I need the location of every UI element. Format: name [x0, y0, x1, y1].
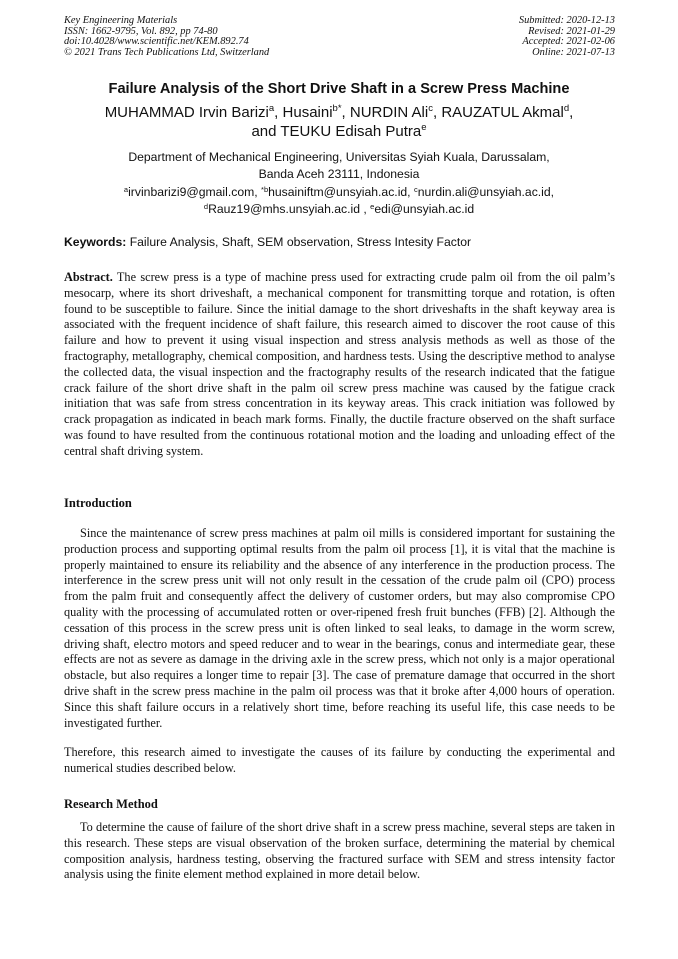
- keywords-label: Keywords:: [64, 235, 127, 249]
- author-name: MUHAMMAD Irvin Barizi: [104, 104, 269, 121]
- submission-dates: [519, 16, 615, 58]
- author-affil-mark: e: [421, 122, 427, 133]
- author-affil-mark: c: [428, 103, 433, 114]
- section-heading-research-method: Research Method: [64, 797, 158, 811]
- email-link[interactable]: edi@unsyiah.ac.id: [374, 201, 475, 216]
- journal-issn: ISSN: 1662-9795, Vol. 892, pp 74-80: [64, 25, 218, 37]
- affiliation: [64, 149, 614, 182]
- author-affil-mark: a: [268, 103, 275, 114]
- introduction-paragraph: Therefore, this research aimed to investigate the causes of its failure by conducting the experimental and numerical studies described below.: [64, 745, 615, 775]
- abstract: [64, 270, 615, 460]
- research-method-paragraph: To determine the cause of failure of the short drive shaft in a screw press machine, several steps are taken in this research. These steps are visual observation of the broken surface, determining the material by chemical composition analysis, hardness testing, observing the fractured surface with SEM and stress intensity factor analysis using the finite element method explained in more detail below.: [64, 820, 615, 882]
- author-name: RAUZATUL Akmal: [441, 104, 564, 121]
- section-heading-introduction: Introduction: [64, 496, 132, 510]
- journal-doi: doi:10.4028/www.scientific.net/KEM.892.74: [64, 36, 249, 48]
- affiliation-line: Banda Aceh 23111, Indonesia: [258, 166, 420, 181]
- abstract-text: The screw press is a type of machine press used for extracting crude palm oil from the oil palm’s mesocarp, where its short driveshaft, a mechanical component for transmitting torque and rotation, is often found to be susceptible to failure. Since the initial damage to the short driveshafts in the shaft keyway area is associated with the frequent incidence of shaft failure, this research aimed to discover the root cause of this failure and how to prevent it using visual inspection and stress analysis methods as well as those of the fractography, metallography, chemical composition, and hardness tests. Using the descriptive method to analyse the collected data, the visual inspection and the fractography results of the research indicated that the fatigue crack failure of the short drive shaft in the palm oil screw press machine was caused by the fatigue crack initiation that was safe from stress concentration in its keyway areas. This crack initiation was followed by crack propagation as indicated in beach mark forms. Finally, the ductile fracture observed on the shaft surface was found to have resulted from the continuous rotational motion and the loading and unloading effect of the central shaft driving system.: [64, 270, 615, 458]
- journal-info: [64, 16, 269, 58]
- author-affil-mark: d: [563, 103, 570, 114]
- journal-name: Key Engineering Materials: [64, 15, 178, 26]
- abstract-label: Abstract.: [64, 270, 113, 284]
- keywords: [64, 234, 616, 250]
- author-emails: $^a$irvinbarizi9@gmail.com, $^{*b}$husainiftm@unsyiah.ac.id, $^c$nurdin.ali@unsyiah.ac.id, $^d$Rauz19@mhs.unsyiah.ac.id , $^e$edi@unsyiah.ac.id: [123, 185, 555, 216]
- author-name: NURDIN Ali: [349, 104, 429, 121]
- affiliation-line: Department of Mechanical Engineering, Universitas Syiah Kuala, Darussalam,: [128, 150, 550, 164]
- author-list: MUHAMMAD Irvin Barizi$^a$, Husaini$^{b*}$, NURDIN Ali$^c$, RAUZATUL Akmal$^d$, and TEUKU Edisah Putra$^e$: [104, 103, 574, 140]
- author-name: and TEUKU Edisah Putra: [251, 123, 422, 140]
- keywords-text: Failure Analysis, Shaft, SEM observation, Stress Intesity Factor: [126, 235, 472, 249]
- introduction-paragraph: Since the maintenance of screw press machines at palm oil mills is considered important for sustaining the production process and supporting optimal results from the palm oil process [1], it is vital that the machine is properly maintained to ensure its reliability and the absence of any interference in the production process. The interference in the screw press unit will not only result in the cessation of the crude palm oil (CPO) process from the palm fruit and consequently affect the delivery of customer orders, but may also compromise CPO quality with the processing of accumulated rotten or over-ripened fresh fruit bunches (FFB) [2]. Although the cessation of this process in the screw press unit is often linked to seal leaks, to damage in the worm screw, driving shaft, electro motors and speed reducer and to wear in the bearings, conus and intermediate gear, these effects are not as severe as damage in the driving axle in the screw press, which not only is a major operational obstacle, but also requires a longer time to repair [3]. The case of premature damage that occurred in the short drive shaft in the screw press machine in the palm oil process was that it broke after 4,000 hours of operation. Since this shaft failure occurs in a relatively short time, before reaching its useful life, this case needs to be investigated further.: [64, 526, 615, 730]
- author-name: Husaini: [282, 104, 333, 121]
- paper-title: Failure Analysis of the Short Drive Shaft in a Screw Press Machine: [108, 81, 570, 97]
- email-link[interactable]: Rauz19@mhs.unsyiah.ac.id ,: [208, 201, 371, 216]
- journal-copyright: © 2021 Trans Tech Publications Ltd, Switzerland: [64, 46, 270, 58]
- date-accepted: Accepted: 2021-02-06: [522, 36, 615, 48]
- email-link[interactable]: nurdin.ali@unsyiah.ac.id,: [417, 185, 555, 199]
- date-online: Online: 2021-07-13: [532, 46, 615, 58]
- date-submitted: Submitted: 2020-12-13: [518, 15, 615, 26]
- date-revised: Revised: 2021-01-29: [528, 25, 615, 37]
- email-link[interactable]: irvinbarizi9@gmail.com,: [128, 185, 262, 199]
- author-affil-mark: b*: [332, 103, 342, 114]
- email-link[interactable]: husainiftm@unsyiah.ac.id,: [268, 185, 414, 199]
